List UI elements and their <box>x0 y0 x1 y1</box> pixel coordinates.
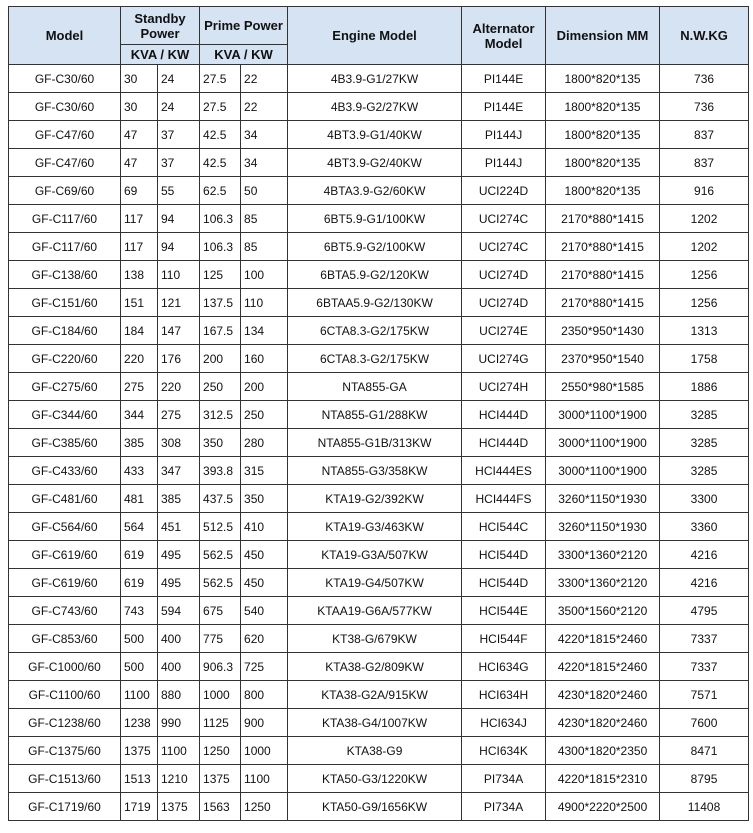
model-cell: GF-C117/60 <box>9 205 121 233</box>
standby-kw-cell: 990 <box>158 709 200 737</box>
header-standby-unit: KVA / KW <box>121 45 200 65</box>
weight-cell: 837 <box>660 149 749 177</box>
prime-kw-cell: 280 <box>241 429 288 457</box>
prime-kva-cell: 350 <box>200 429 241 457</box>
dimension-cell: 2170*880*1415 <box>546 261 660 289</box>
alternator-model-cell: HCI544E <box>462 597 546 625</box>
header-standby-power: Standby Power <box>121 7 200 45</box>
dimension-cell: 2350*950*1430 <box>546 317 660 345</box>
table-row <box>9 541 749 569</box>
engine-model-cell: KTA50-G3/1220KW <box>288 765 462 793</box>
model-cell: GF-C47/60 <box>9 121 121 149</box>
weight-cell: 1758 <box>660 345 749 373</box>
standby-kw-cell: 385 <box>158 485 200 513</box>
standby-kw-cell: 1375 <box>158 793 200 821</box>
table-row <box>9 653 749 681</box>
header-prime-power: Prime Power <box>200 7 288 45</box>
weight-cell: 3285 <box>660 401 749 429</box>
standby-kw-cell: 495 <box>158 541 200 569</box>
alternator-model-cell: UCI274E <box>462 317 546 345</box>
prime-kva-cell: 125 <box>200 261 241 289</box>
table-row <box>9 233 749 261</box>
weight-cell: 4216 <box>660 541 749 569</box>
dimension-cell: 3500*1560*2120 <box>546 597 660 625</box>
weight-cell: 1202 <box>660 205 749 233</box>
prime-kva-cell: 27.5 <box>200 65 241 93</box>
prime-kw-cell: 110 <box>241 289 288 317</box>
standby-kw-cell: 176 <box>158 345 200 373</box>
alternator-model-cell: HCI444ES <box>462 457 546 485</box>
table-row <box>9 401 749 429</box>
standby-kw-cell: 1210 <box>158 765 200 793</box>
prime-kva-cell: 42.5 <box>200 149 241 177</box>
standby-kw-cell: 220 <box>158 373 200 401</box>
table-row <box>9 681 749 709</box>
engine-model-cell: 4BTA3.9-G2/60KW <box>288 177 462 205</box>
standby-kw-cell: 594 <box>158 597 200 625</box>
alternator-model-cell: HCI634H <box>462 681 546 709</box>
weight-cell: 736 <box>660 93 749 121</box>
prime-kw-cell: 725 <box>241 653 288 681</box>
table-row <box>9 625 749 653</box>
dimension-cell: 4220*1815*2460 <box>546 625 660 653</box>
standby-kw-cell: 55 <box>158 177 200 205</box>
standby-kva-cell: 1719 <box>121 793 158 821</box>
dimension-cell: 1800*820*135 <box>546 93 660 121</box>
standby-kw-cell: 400 <box>158 625 200 653</box>
model-cell: GF-C344/60 <box>9 401 121 429</box>
engine-model-cell: 6BTA5.9-G2/120KW <box>288 261 462 289</box>
weight-cell: 3360 <box>660 513 749 541</box>
dimension-cell: 3260*1150*1930 <box>546 485 660 513</box>
alternator-model-cell: PI144E <box>462 65 546 93</box>
prime-kw-cell: 134 <box>241 317 288 345</box>
weight-cell: 916 <box>660 177 749 205</box>
prime-kw-cell: 315 <box>241 457 288 485</box>
table-row <box>9 709 749 737</box>
engine-model-cell: NTA855-G1/288KW <box>288 401 462 429</box>
standby-kw-cell: 24 <box>158 65 200 93</box>
weight-cell: 1886 <box>660 373 749 401</box>
table-row <box>9 429 749 457</box>
table-body <box>9 65 749 821</box>
prime-kva-cell: 512.5 <box>200 513 241 541</box>
standby-kw-cell: 451 <box>158 513 200 541</box>
prime-kw-cell: 34 <box>241 149 288 177</box>
standby-kw-cell: 37 <box>158 121 200 149</box>
standby-kw-cell: 121 <box>158 289 200 317</box>
model-cell: GF-C117/60 <box>9 233 121 261</box>
prime-kw-cell: 450 <box>241 569 288 597</box>
prime-kva-cell: 106.3 <box>200 233 241 261</box>
standby-kw-cell: 275 <box>158 401 200 429</box>
prime-kva-cell: 312.5 <box>200 401 241 429</box>
model-cell: GF-C138/60 <box>9 261 121 289</box>
standby-kva-cell: 138 <box>121 261 158 289</box>
dimension-cell: 3300*1360*2120 <box>546 541 660 569</box>
dimension-cell: 4220*1815*2310 <box>546 765 660 793</box>
engine-model-cell: KTA19-G4/507KW <box>288 569 462 597</box>
dimension-cell: 3300*1360*2120 <box>546 569 660 597</box>
prime-kva-cell: 167.5 <box>200 317 241 345</box>
alternator-model-cell: PI734A <box>462 765 546 793</box>
table-row <box>9 93 749 121</box>
header-model: Model <box>9 7 121 65</box>
prime-kw-cell: 900 <box>241 709 288 737</box>
model-cell: GF-C1100/60 <box>9 681 121 709</box>
model-cell: GF-C275/60 <box>9 373 121 401</box>
prime-kva-cell: 42.5 <box>200 121 241 149</box>
alternator-model-cell: HCI544D <box>462 541 546 569</box>
table-row <box>9 485 749 513</box>
standby-kva-cell: 117 <box>121 233 158 261</box>
prime-kva-cell: 393.8 <box>200 457 241 485</box>
weight-cell: 1313 <box>660 317 749 345</box>
weight-cell: 1202 <box>660 233 749 261</box>
prime-kva-cell: 62.5 <box>200 177 241 205</box>
engine-model-cell: NTA855-G1B/313KW <box>288 429 462 457</box>
prime-kva-cell: 1563 <box>200 793 241 821</box>
prime-kva-cell: 562.5 <box>200 541 241 569</box>
prime-kva-cell: 137.5 <box>200 289 241 317</box>
standby-kva-cell: 619 <box>121 569 158 597</box>
dimension-cell: 1800*820*135 <box>546 65 660 93</box>
weight-cell: 7571 <box>660 681 749 709</box>
model-cell: GF-C220/60 <box>9 345 121 373</box>
table-row <box>9 261 749 289</box>
standby-kva-cell: 500 <box>121 653 158 681</box>
table-row <box>9 289 749 317</box>
standby-kva-cell: 743 <box>121 597 158 625</box>
table-row <box>9 205 749 233</box>
weight-cell: 7337 <box>660 653 749 681</box>
standby-kw-cell: 880 <box>158 681 200 709</box>
model-cell: GF-C151/60 <box>9 289 121 317</box>
alternator-model-cell: HCI544C <box>462 513 546 541</box>
prime-kw-cell: 200 <box>241 373 288 401</box>
alternator-model-cell: UCI224D <box>462 177 546 205</box>
table-row <box>9 513 749 541</box>
standby-kva-cell: 564 <box>121 513 158 541</box>
prime-kw-cell: 350 <box>241 485 288 513</box>
alternator-model-cell: PI144E <box>462 93 546 121</box>
alternator-model-cell: UCI274H <box>462 373 546 401</box>
dimension-cell: 2370*950*1540 <box>546 345 660 373</box>
engine-model-cell: 4BT3.9-G2/40KW <box>288 149 462 177</box>
table-row <box>9 121 749 149</box>
standby-kva-cell: 151 <box>121 289 158 317</box>
alternator-model-cell: HCI444D <box>462 429 546 457</box>
standby-kw-cell: 110 <box>158 261 200 289</box>
generator-spec-table <box>8 6 749 821</box>
prime-kva-cell: 1250 <box>200 737 241 765</box>
model-cell: GF-C564/60 <box>9 513 121 541</box>
standby-kva-cell: 344 <box>121 401 158 429</box>
dimension-cell: 2170*880*1415 <box>546 233 660 261</box>
standby-kva-cell: 275 <box>121 373 158 401</box>
alternator-model-cell: UCI274C <box>462 205 546 233</box>
table-row <box>9 793 749 821</box>
table-row <box>9 65 749 93</box>
alternator-model-cell: HCI634J <box>462 709 546 737</box>
standby-kva-cell: 1100 <box>121 681 158 709</box>
standby-kva-cell: 1513 <box>121 765 158 793</box>
model-cell: GF-C853/60 <box>9 625 121 653</box>
standby-kw-cell: 495 <box>158 569 200 597</box>
alternator-model-cell: HCI634K <box>462 737 546 765</box>
model-cell: GF-C30/60 <box>9 93 121 121</box>
prime-kw-cell: 620 <box>241 625 288 653</box>
prime-kw-cell: 22 <box>241 65 288 93</box>
prime-kw-cell: 100 <box>241 261 288 289</box>
weight-cell: 3300 <box>660 485 749 513</box>
model-cell: GF-C1719/60 <box>9 793 121 821</box>
prime-kva-cell: 675 <box>200 597 241 625</box>
dimension-cell: 3000*1100*1900 <box>546 401 660 429</box>
dimension-cell: 4300*1820*2350 <box>546 737 660 765</box>
table-row <box>9 373 749 401</box>
prime-kva-cell: 1375 <box>200 765 241 793</box>
prime-kw-cell: 450 <box>241 541 288 569</box>
engine-model-cell: NTA855-G3/358KW <box>288 457 462 485</box>
prime-kw-cell: 540 <box>241 597 288 625</box>
prime-kva-cell: 775 <box>200 625 241 653</box>
alternator-model-cell: PI734A <box>462 793 546 821</box>
standby-kva-cell: 30 <box>121 93 158 121</box>
model-cell: GF-C743/60 <box>9 597 121 625</box>
standby-kva-cell: 619 <box>121 541 158 569</box>
weight-cell: 8471 <box>660 737 749 765</box>
alternator-model-cell: UCI274C <box>462 233 546 261</box>
model-cell: GF-C1513/60 <box>9 765 121 793</box>
weight-cell: 4795 <box>660 597 749 625</box>
weight-cell: 8795 <box>660 765 749 793</box>
engine-model-cell: 6CTA8.3-G2/175KW <box>288 345 462 373</box>
engine-model-cell: NTA855-GA <box>288 373 462 401</box>
engine-model-cell: 4BT3.9-G1/40KW <box>288 121 462 149</box>
prime-kw-cell: 34 <box>241 121 288 149</box>
weight-cell: 3285 <box>660 429 749 457</box>
engine-model-cell: KTA38-G2A/915KW <box>288 681 462 709</box>
dimension-cell: 4220*1815*2460 <box>546 653 660 681</box>
dimension-cell: 1800*820*135 <box>546 149 660 177</box>
standby-kva-cell: 69 <box>121 177 158 205</box>
dimension-cell: 2170*880*1415 <box>546 289 660 317</box>
prime-kw-cell: 250 <box>241 401 288 429</box>
standby-kw-cell: 37 <box>158 149 200 177</box>
prime-kw-cell: 1000 <box>241 737 288 765</box>
dimension-cell: 2550*980*1585 <box>546 373 660 401</box>
dimension-cell: 3000*1100*1900 <box>546 429 660 457</box>
model-cell: GF-C1375/60 <box>9 737 121 765</box>
model-cell: GF-C184/60 <box>9 317 121 345</box>
prime-kw-cell: 85 <box>241 205 288 233</box>
weight-cell: 3285 <box>660 457 749 485</box>
prime-kw-cell: 50 <box>241 177 288 205</box>
table-row <box>9 345 749 373</box>
prime-kw-cell: 410 <box>241 513 288 541</box>
standby-kw-cell: 24 <box>158 93 200 121</box>
prime-kw-cell: 85 <box>241 233 288 261</box>
standby-kva-cell: 47 <box>121 149 158 177</box>
prime-kw-cell: 22 <box>241 93 288 121</box>
model-cell: GF-C619/60 <box>9 541 121 569</box>
engine-model-cell: 4B3.9-G1/27KW <box>288 65 462 93</box>
dimension-cell: 3260*1150*1930 <box>546 513 660 541</box>
weight-cell: 7600 <box>660 709 749 737</box>
header-prime-unit: KVA / KW <box>200 45 288 65</box>
standby-kva-cell: 184 <box>121 317 158 345</box>
alternator-model-cell: PI144J <box>462 149 546 177</box>
dimension-cell: 1800*820*135 <box>546 121 660 149</box>
alternator-model-cell: HCI444FS <box>462 485 546 513</box>
header-weight: N.W.KG <box>660 7 749 65</box>
engine-model-cell: KTA38-G9 <box>288 737 462 765</box>
prime-kva-cell: 1125 <box>200 709 241 737</box>
prime-kw-cell: 1100 <box>241 765 288 793</box>
model-cell: GF-C619/60 <box>9 569 121 597</box>
dimension-cell: 1800*820*135 <box>546 177 660 205</box>
header-dimension: Dimension MM <box>546 7 660 65</box>
weight-cell: 1256 <box>660 289 749 317</box>
table-row <box>9 177 749 205</box>
dimension-cell: 3000*1100*1900 <box>546 457 660 485</box>
prime-kva-cell: 906.3 <box>200 653 241 681</box>
table-row <box>9 149 749 177</box>
standby-kw-cell: 147 <box>158 317 200 345</box>
standby-kva-cell: 481 <box>121 485 158 513</box>
table-row <box>9 317 749 345</box>
prime-kva-cell: 250 <box>200 373 241 401</box>
weight-cell: 1256 <box>660 261 749 289</box>
prime-kva-cell: 106.3 <box>200 205 241 233</box>
model-cell: GF-C69/60 <box>9 177 121 205</box>
engine-model-cell: 4B3.9-G2/27KW <box>288 93 462 121</box>
standby-kw-cell: 347 <box>158 457 200 485</box>
prime-kva-cell: 200 <box>200 345 241 373</box>
standby-kw-cell: 400 <box>158 653 200 681</box>
model-cell: GF-C1000/60 <box>9 653 121 681</box>
standby-kva-cell: 117 <box>121 205 158 233</box>
standby-kva-cell: 220 <box>121 345 158 373</box>
standby-kw-cell: 1100 <box>158 737 200 765</box>
standby-kva-cell: 385 <box>121 429 158 457</box>
model-cell: GF-C433/60 <box>9 457 121 485</box>
standby-kw-cell: 308 <box>158 429 200 457</box>
engine-model-cell: 6BT5.9-G2/100KW <box>288 233 462 261</box>
header-engine-model: Engine Model <box>288 7 462 65</box>
engine-model-cell: KTAA19-G6A/577KW <box>288 597 462 625</box>
standby-kva-cell: 1238 <box>121 709 158 737</box>
table-row <box>9 765 749 793</box>
prime-kva-cell: 1000 <box>200 681 241 709</box>
prime-kw-cell: 1250 <box>241 793 288 821</box>
standby-kva-cell: 1375 <box>121 737 158 765</box>
alternator-model-cell: UCI274D <box>462 261 546 289</box>
engine-model-cell: 6CTA8.3-G2/175KW <box>288 317 462 345</box>
dimension-cell: 4900*2220*2500 <box>546 793 660 821</box>
standby-kva-cell: 500 <box>121 625 158 653</box>
alternator-model-cell: HCI634G <box>462 653 546 681</box>
standby-kva-cell: 433 <box>121 457 158 485</box>
engine-model-cell: KTA38-G2/809KW <box>288 653 462 681</box>
table-row <box>9 597 749 625</box>
alternator-model-cell: UCI274G <box>462 345 546 373</box>
weight-cell: 837 <box>660 121 749 149</box>
standby-kw-cell: 94 <box>158 233 200 261</box>
engine-model-cell: KTA38-G4/1007KW <box>288 709 462 737</box>
engine-model-cell: 6BTAA5.9-G2/130KW <box>288 289 462 317</box>
weight-cell: 7337 <box>660 625 749 653</box>
prime-kva-cell: 27.5 <box>200 93 241 121</box>
prime-kw-cell: 160 <box>241 345 288 373</box>
engine-model-cell: 6BT5.9-G1/100KW <box>288 205 462 233</box>
standby-kva-cell: 47 <box>121 121 158 149</box>
dimension-cell: 2170*880*1415 <box>546 205 660 233</box>
standby-kva-cell: 30 <box>121 65 158 93</box>
alternator-model-cell: HCI544F <box>462 625 546 653</box>
alternator-model-cell: HCI544D <box>462 569 546 597</box>
alternator-model-cell: HCI444D <box>462 401 546 429</box>
weight-cell: 736 <box>660 65 749 93</box>
weight-cell: 4216 <box>660 569 749 597</box>
weight-cell: 11408 <box>660 793 749 821</box>
model-cell: GF-C30/60 <box>9 65 121 93</box>
prime-kva-cell: 437.5 <box>200 485 241 513</box>
model-cell: GF-C1238/60 <box>9 709 121 737</box>
dimension-cell: 4230*1820*2460 <box>546 709 660 737</box>
model-cell: GF-C385/60 <box>9 429 121 457</box>
header-alternator-model: Alternator Model <box>462 7 546 65</box>
standby-kw-cell: 94 <box>158 205 200 233</box>
model-cell: GF-C47/60 <box>9 149 121 177</box>
dimension-cell: 4230*1820*2460 <box>546 681 660 709</box>
engine-model-cell: KTA19-G3A/507KW <box>288 541 462 569</box>
model-cell: GF-C481/60 <box>9 485 121 513</box>
alternator-model-cell: PI144J <box>462 121 546 149</box>
engine-model-cell: KTA50-G9/1656KW <box>288 793 462 821</box>
table-row <box>9 569 749 597</box>
engine-model-cell: KT38-G/679KW <box>288 625 462 653</box>
alternator-model-cell: UCI274D <box>462 289 546 317</box>
engine-model-cell: KTA19-G3/463KW <box>288 513 462 541</box>
table-row <box>9 737 749 765</box>
prime-kva-cell: 562.5 <box>200 569 241 597</box>
prime-kw-cell: 800 <box>241 681 288 709</box>
engine-model-cell: KTA19-G2/392KW <box>288 485 462 513</box>
table-row <box>9 457 749 485</box>
